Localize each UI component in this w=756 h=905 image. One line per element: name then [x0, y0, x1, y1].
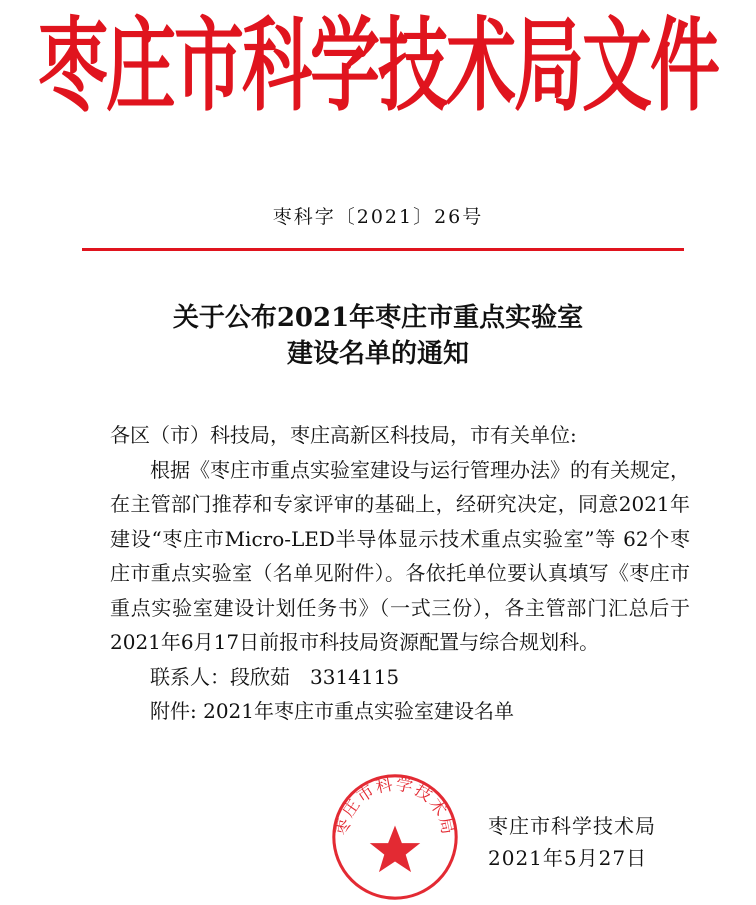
document-title	[0, 300, 756, 372]
document-body	[110, 418, 690, 729]
document-number: 枣科字〔2021〕26号	[272, 206, 484, 228]
red-divider	[82, 248, 684, 251]
official-seal-icon	[330, 772, 460, 902]
main-paragraph: 根据《枣庄市重点实验室建设与运行管理办法》的有关规定，在主管部门推荐和专家评审的基础上，经研究决定，同意2021年建设“枣庄市Micro-LED半导体显示技术重点实验室”等 62个枣庄市重点实验室（名单见附件）。各依托单位要认真填写《枣庄市重点实验室建设计划任务书》（一式三份），各主管部门汇总后于2021年6月17日前报市科技局资源配置与综合规划科。	[110, 457, 690, 654]
title-line-2: 建设名单的通知	[286, 339, 469, 369]
signature-block	[488, 810, 656, 874]
document-masthead: 枣庄市科学技术局文件	[38, 5, 718, 126]
seal-text: 枣庄市科学技术局	[331, 773, 459, 838]
star-icon	[370, 826, 420, 873]
signature-org: 枣庄市科学技术局	[488, 814, 656, 838]
signature-date: 2021年5月27日	[488, 846, 648, 870]
salutation: 各区（市）科技局，枣庄高新区科技局，市有关单位:	[110, 423, 577, 447]
title-line-1: 关于公布2021年枣庄市重点实验室	[172, 303, 584, 333]
contact-line: 联系人：段欣茹 3314115	[150, 664, 400, 689]
attachment-line: 附件: 2021年枣庄市重点实验室建设名单	[150, 699, 514, 723]
